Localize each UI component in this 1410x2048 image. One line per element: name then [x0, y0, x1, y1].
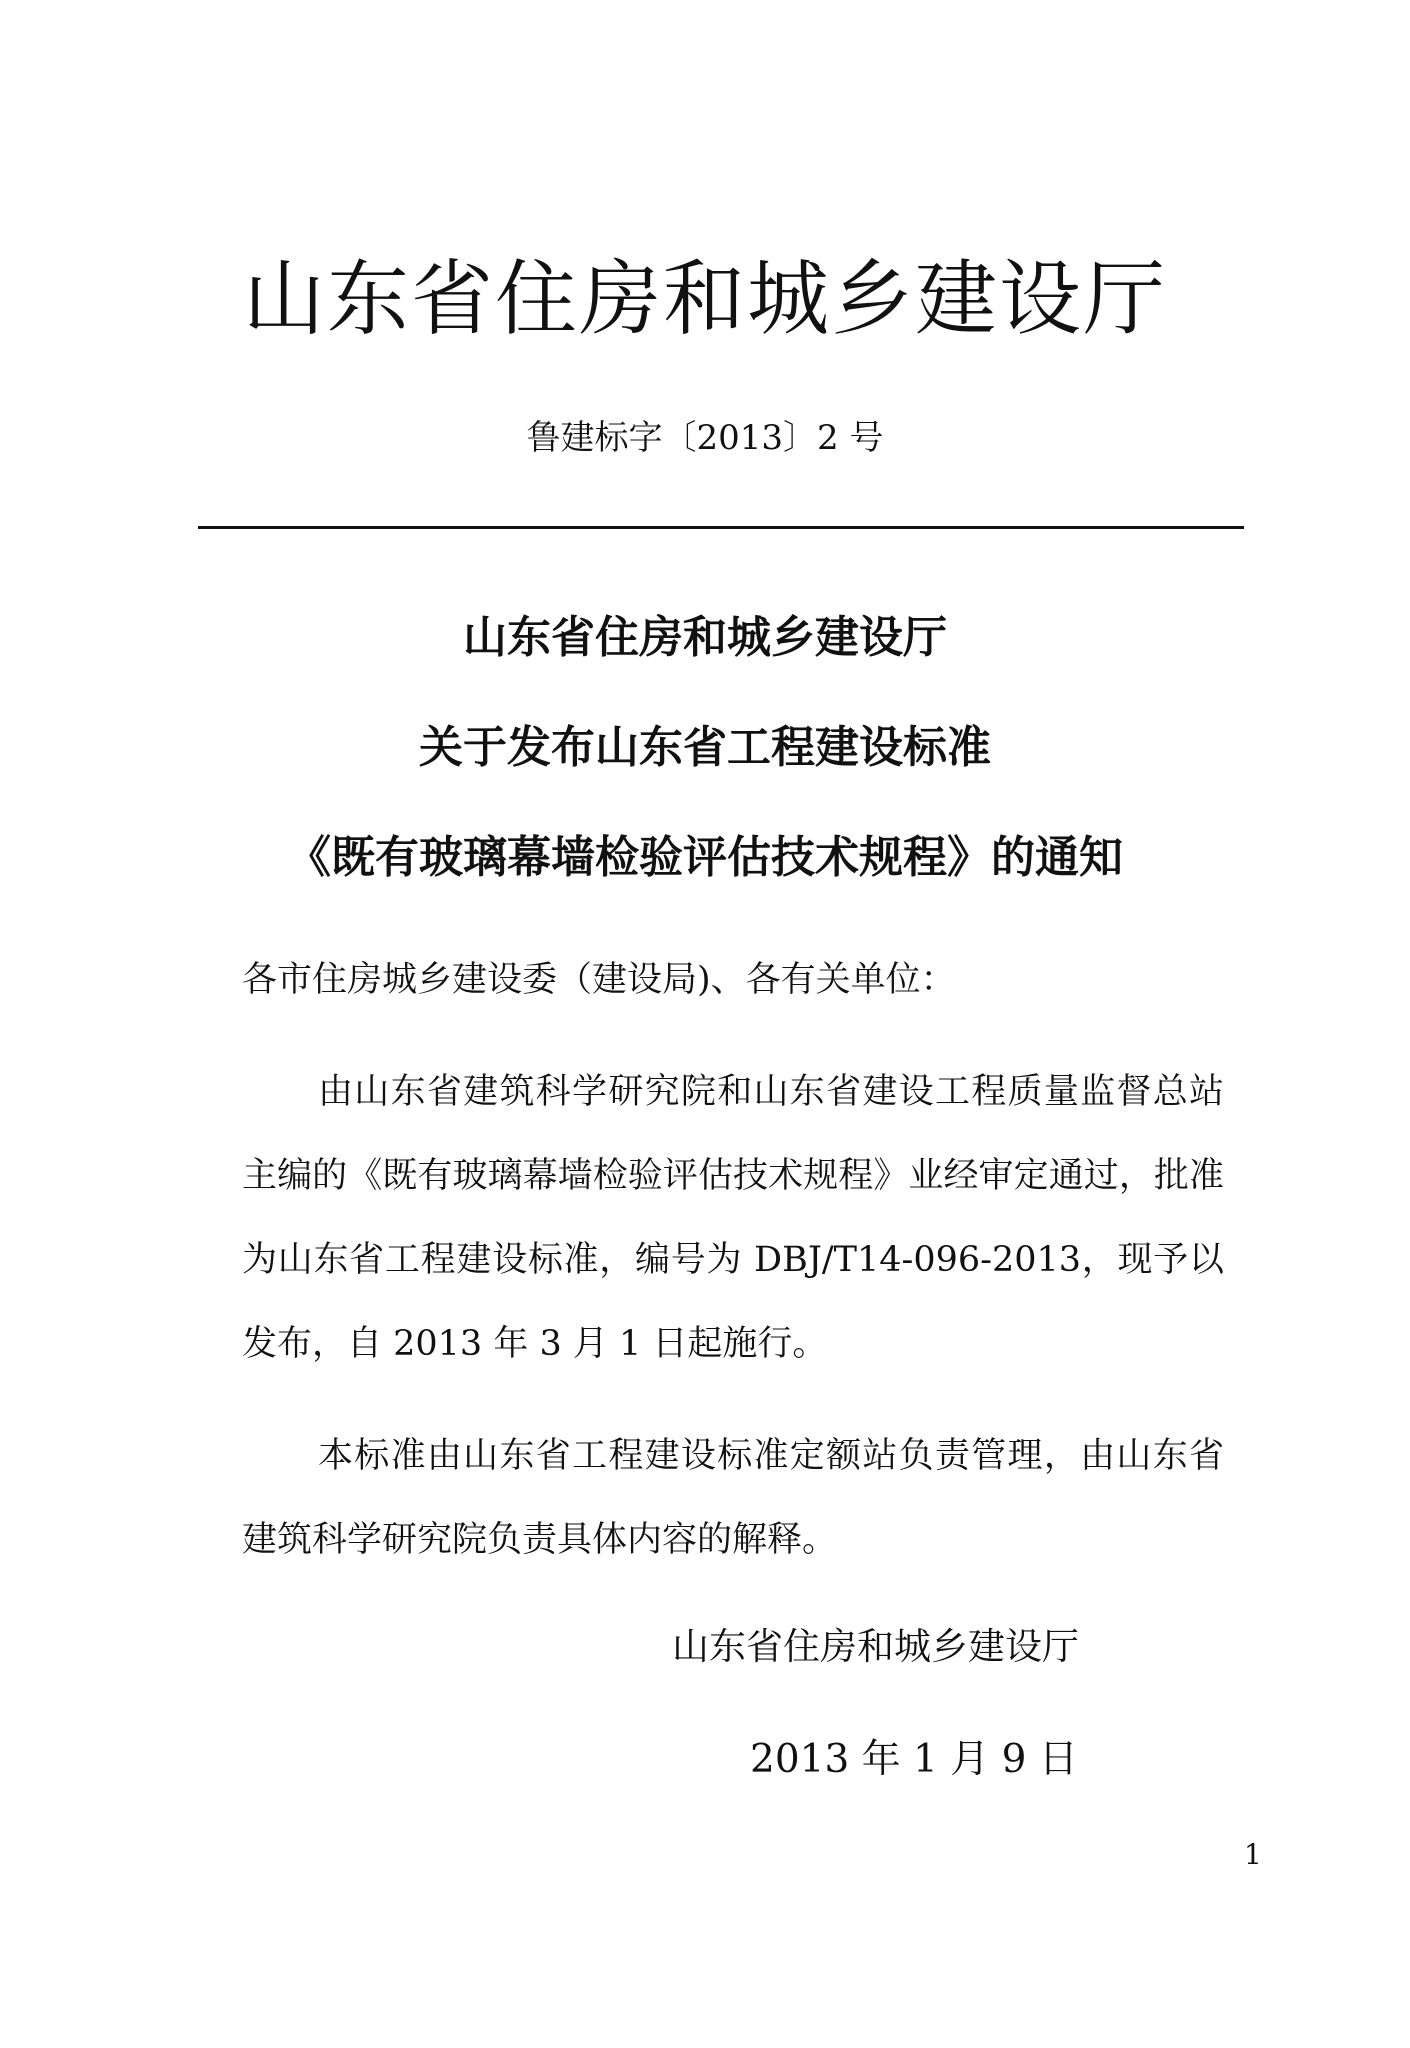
agency-header-title: 山东省住房和城乡建设厅	[242, 252, 1167, 347]
page-number: 1	[1244, 1838, 1262, 1871]
header-divider	[198, 526, 1244, 529]
notice-title-line-1: 山东省住房和城乡建设厅	[463, 612, 947, 663]
issuer-signature: 山东省住房和城乡建设厅	[672, 1625, 1079, 1668]
body-paragraph-1: 由山东省建筑科学研究院和山东省建设工程质量监督总站主编的《既有玻璃幕墙检验评估技术规程》业经审定通过，批准为山东省工程建设标准，编号为 DBJ/T14-096-2013，现予以发布，自 2013 年 3 月 1 日起施行。	[242, 1072, 1224, 1364]
body-paragraph-2: 本标准由山东省工程建设标准定额站负责管理，由山东省建筑科学研究院负责具体内容的解释。	[242, 1436, 1224, 1560]
salutation: 各市住房城乡建设委（建设局)、各有关单位：	[242, 960, 956, 1000]
notice-title-line-2: 关于发布山东省工程建设标准	[419, 722, 991, 773]
issue-date: 2013 年 1 月 9 日	[750, 1737, 1078, 1782]
notice-title-line-3: 《既有玻璃幕墙检验评估技术规程》的通知	[287, 832, 1123, 883]
document-number: 鲁建标字〔2013〕2 号	[526, 418, 884, 458]
